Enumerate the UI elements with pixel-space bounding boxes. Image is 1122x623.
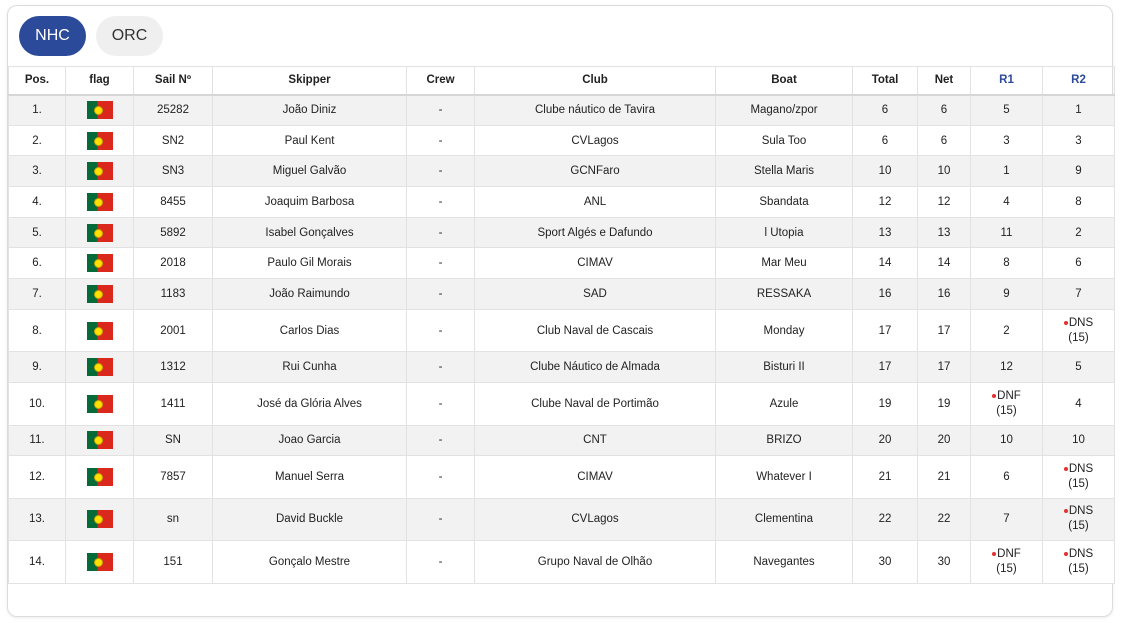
skipper-cell: Joao Garcia bbox=[213, 425, 407, 456]
crew-cell: - bbox=[407, 248, 475, 279]
table-row bbox=[9, 156, 1115, 187]
sail-number-cell: 7857 bbox=[134, 456, 213, 499]
r1-cell: 11 bbox=[971, 217, 1043, 248]
net-cell: 14 bbox=[918, 248, 971, 279]
pos-cell: 3. bbox=[9, 156, 66, 187]
skipper-cell: Manuel Serra bbox=[213, 456, 407, 499]
r1-cell: 2 bbox=[971, 309, 1043, 352]
tab-orc[interactable]: ORC bbox=[96, 16, 163, 56]
penalty-code: DNS bbox=[1068, 316, 1094, 329]
sail-number-cell: sn bbox=[134, 498, 213, 541]
r1-cell: 8 bbox=[971, 248, 1043, 279]
skipper-cell: Carlos Dias bbox=[213, 309, 407, 352]
pos-cell: 1. bbox=[9, 95, 66, 126]
boat-cell: RESSAKA bbox=[716, 279, 853, 310]
flag-cell bbox=[66, 309, 134, 352]
sail-number-cell: SN bbox=[134, 425, 213, 456]
flag-cell bbox=[66, 125, 134, 156]
boat-cell: Azule bbox=[716, 383, 853, 426]
table-row bbox=[9, 187, 1115, 218]
flag-cell bbox=[66, 352, 134, 383]
r1-cell: 9 bbox=[971, 279, 1043, 310]
club-cell: GCNFaro bbox=[475, 156, 716, 187]
boat-cell: Clementina bbox=[716, 498, 853, 541]
pos-cell: 4. bbox=[9, 187, 66, 218]
crew-cell: - bbox=[407, 156, 475, 187]
penalty-code: DNF bbox=[997, 547, 1021, 560]
skipper-cell: João Diniz bbox=[213, 95, 407, 126]
penalty-points: (15) bbox=[996, 404, 1017, 417]
flag-cell bbox=[66, 248, 134, 279]
sail-number-cell: 5892 bbox=[134, 217, 213, 248]
skipper-cell: Rui Cunha bbox=[213, 352, 407, 383]
crew-cell: - bbox=[407, 383, 475, 426]
total-cell: 6 bbox=[853, 95, 918, 126]
total-cell: 12 bbox=[853, 187, 918, 218]
pos-cell: 9. bbox=[9, 352, 66, 383]
r2-cell: 3 bbox=[1043, 125, 1115, 156]
crew-cell: - bbox=[407, 498, 475, 541]
sail-number-cell: 2001 bbox=[134, 309, 213, 352]
total-cell: 17 bbox=[853, 309, 918, 352]
boat-cell: Magano/zpor bbox=[716, 95, 853, 126]
club-cell: Clube Náutico de Almada bbox=[475, 352, 716, 383]
flag-cell bbox=[66, 425, 134, 456]
flag-cell bbox=[66, 456, 134, 499]
skipper-cell: Gonçalo Mestre bbox=[213, 541, 407, 584]
col-header-club[interactable]: Club bbox=[475, 67, 716, 95]
net-cell: 10 bbox=[918, 156, 971, 187]
club-cell: ANL bbox=[475, 187, 716, 218]
pos-cell: 10. bbox=[9, 383, 66, 426]
club-cell: CIMAV bbox=[475, 456, 716, 499]
boat-cell: Monday bbox=[716, 309, 853, 352]
table-row bbox=[9, 383, 1115, 426]
pos-cell: 12. bbox=[9, 456, 66, 499]
skipper-cell: Joaquim Barbosa bbox=[213, 187, 407, 218]
pos-cell: 11. bbox=[9, 425, 66, 456]
crew-cell: - bbox=[407, 217, 475, 248]
total-cell: 30 bbox=[853, 541, 918, 584]
net-cell: 20 bbox=[918, 425, 971, 456]
total-cell: 19 bbox=[853, 383, 918, 426]
class-tabs bbox=[19, 16, 163, 56]
table-row bbox=[9, 279, 1115, 310]
sail-number-cell: 1411 bbox=[134, 383, 213, 426]
penalty-code: DNF bbox=[997, 389, 1021, 402]
r1-cell bbox=[971, 383, 1043, 426]
net-cell: 17 bbox=[918, 352, 971, 383]
results-card bbox=[7, 5, 1113, 617]
col-header-pos[interactable]: Pos. bbox=[9, 67, 66, 95]
table-row bbox=[9, 498, 1115, 541]
boat-cell: BRIZO bbox=[716, 425, 853, 456]
portugal-flag-icon bbox=[87, 322, 113, 340]
sail-number-cell: SN3 bbox=[134, 156, 213, 187]
net-cell: 17 bbox=[918, 309, 971, 352]
col-header-r2[interactable]: R2 bbox=[1043, 67, 1115, 95]
net-cell: 19 bbox=[918, 383, 971, 426]
r2-cell: 9 bbox=[1043, 156, 1115, 187]
skipper-cell: Paulo Gil Morais bbox=[213, 248, 407, 279]
penalty-dot-icon bbox=[1064, 509, 1068, 513]
total-cell: 22 bbox=[853, 498, 918, 541]
total-cell: 14 bbox=[853, 248, 918, 279]
r1-cell: 6 bbox=[971, 456, 1043, 499]
col-header-r1[interactable]: R1 bbox=[971, 67, 1043, 95]
flag-cell bbox=[66, 95, 134, 126]
club-cell: CVLagos bbox=[475, 498, 716, 541]
pos-cell: 6. bbox=[9, 248, 66, 279]
crew-cell: - bbox=[407, 95, 475, 126]
table-row bbox=[9, 309, 1115, 352]
col-header-boat[interactable]: Boat bbox=[716, 67, 853, 95]
penalty-score bbox=[992, 389, 1021, 419]
boat-cell: Whatever I bbox=[716, 456, 853, 499]
skipper-cell: Paul Kent bbox=[213, 125, 407, 156]
crew-cell: - bbox=[407, 352, 475, 383]
sail-number-cell: 8455 bbox=[134, 187, 213, 218]
sail-number-cell: 1312 bbox=[134, 352, 213, 383]
portugal-flag-icon bbox=[87, 510, 113, 528]
portugal-flag-icon bbox=[87, 193, 113, 211]
portugal-flag-icon bbox=[87, 395, 113, 413]
penalty-dot-icon bbox=[1064, 467, 1068, 471]
penalty-points: (15) bbox=[1068, 562, 1089, 575]
table-row bbox=[9, 217, 1115, 248]
penalty-score bbox=[992, 547, 1021, 577]
portugal-flag-icon bbox=[87, 132, 113, 150]
pos-cell: 13. bbox=[9, 498, 66, 541]
col-header-total[interactable]: Total bbox=[853, 67, 918, 95]
crew-cell: - bbox=[407, 456, 475, 499]
col-header-skipper[interactable]: Skipper bbox=[213, 67, 407, 95]
boat-cell: Stella Maris bbox=[716, 156, 853, 187]
crew-cell: - bbox=[407, 425, 475, 456]
penalty-score bbox=[1064, 504, 1093, 534]
table-row bbox=[9, 425, 1115, 456]
r1-cell: 5 bbox=[971, 95, 1043, 126]
results-body bbox=[9, 95, 1115, 584]
portugal-flag-icon bbox=[87, 162, 113, 180]
sail-number-cell: 25282 bbox=[134, 95, 213, 126]
results-table bbox=[8, 66, 1115, 584]
col-header-crew[interactable]: Crew bbox=[407, 67, 475, 95]
total-cell: 10 bbox=[853, 156, 918, 187]
crew-cell: - bbox=[407, 187, 475, 218]
total-cell: 16 bbox=[853, 279, 918, 310]
boat-cell: Bisturi II bbox=[716, 352, 853, 383]
net-cell: 21 bbox=[918, 456, 971, 499]
flag-cell bbox=[66, 541, 134, 584]
r2-cell bbox=[1043, 456, 1115, 499]
r2-cell: 4 bbox=[1043, 383, 1115, 426]
boat-cell: Mar Meu bbox=[716, 248, 853, 279]
tab-nhc[interactable]: NHC bbox=[19, 16, 86, 56]
total-cell: 6 bbox=[853, 125, 918, 156]
net-cell: 6 bbox=[918, 125, 971, 156]
r2-cell: 5 bbox=[1043, 352, 1115, 383]
r1-cell: 7 bbox=[971, 498, 1043, 541]
skipper-cell: Isabel Gonçalves bbox=[213, 217, 407, 248]
club-cell: Grupo Naval de Olhão bbox=[475, 541, 716, 584]
penalty-dot-icon bbox=[1064, 321, 1068, 325]
sail-number-cell: 1183 bbox=[134, 279, 213, 310]
table-header-row bbox=[9, 67, 1115, 95]
portugal-flag-icon bbox=[87, 358, 113, 376]
pos-cell: 2. bbox=[9, 125, 66, 156]
table-row bbox=[9, 95, 1115, 126]
pos-cell: 8. bbox=[9, 309, 66, 352]
sail-number-cell: 2018 bbox=[134, 248, 213, 279]
club-cell: CNT bbox=[475, 425, 716, 456]
r1-cell: 3 bbox=[971, 125, 1043, 156]
portugal-flag-icon bbox=[87, 285, 113, 303]
col-header-sail[interactable]: Sail Nº bbox=[134, 67, 213, 95]
net-cell: 12 bbox=[918, 187, 971, 218]
r2-cell: 1 bbox=[1043, 95, 1115, 126]
flag-cell bbox=[66, 156, 134, 187]
boat-cell: l Utopia bbox=[716, 217, 853, 248]
r2-cell bbox=[1043, 498, 1115, 541]
portugal-flag-icon bbox=[87, 254, 113, 272]
crew-cell: - bbox=[407, 309, 475, 352]
club-cell: Club Naval de Cascais bbox=[475, 309, 716, 352]
boat-cell: Sula Too bbox=[716, 125, 853, 156]
club-cell: Sport Algés e Dafundo bbox=[475, 217, 716, 248]
pos-cell: 7. bbox=[9, 279, 66, 310]
penalty-score bbox=[1064, 316, 1093, 346]
r2-cell: 2 bbox=[1043, 217, 1115, 248]
club-cell: SAD bbox=[475, 279, 716, 310]
crew-cell: - bbox=[407, 279, 475, 310]
r2-cell: 10 bbox=[1043, 425, 1115, 456]
penalty-points: (15) bbox=[996, 562, 1017, 575]
table-row bbox=[9, 541, 1115, 584]
sail-number-cell: SN2 bbox=[134, 125, 213, 156]
flag-cell bbox=[66, 217, 134, 248]
penalty-score bbox=[1064, 462, 1093, 492]
crew-cell: - bbox=[407, 541, 475, 584]
r2-cell: 6 bbox=[1043, 248, 1115, 279]
club-cell: CIMAV bbox=[475, 248, 716, 279]
penalty-points: (15) bbox=[1068, 520, 1089, 533]
club-cell: Clube Naval de Portimão bbox=[475, 383, 716, 426]
skipper-cell: José da Glória Alves bbox=[213, 383, 407, 426]
penalty-code: DNS bbox=[1068, 505, 1094, 518]
portugal-flag-icon bbox=[87, 431, 113, 449]
total-cell: 20 bbox=[853, 425, 918, 456]
total-cell: 21 bbox=[853, 456, 918, 499]
r1-cell: 4 bbox=[971, 187, 1043, 218]
flag-cell bbox=[66, 279, 134, 310]
penalty-code: DNS bbox=[1068, 462, 1094, 475]
table-row bbox=[9, 248, 1115, 279]
net-cell: 22 bbox=[918, 498, 971, 541]
penalty-score bbox=[1064, 547, 1093, 577]
portugal-flag-icon bbox=[87, 224, 113, 242]
penalty-dot-icon bbox=[992, 552, 996, 556]
pos-cell: 5. bbox=[9, 217, 66, 248]
r2-cell: 8 bbox=[1043, 187, 1115, 218]
penalty-points: (15) bbox=[1068, 331, 1089, 344]
club-cell: CVLagos bbox=[475, 125, 716, 156]
portugal-flag-icon bbox=[87, 553, 113, 571]
boat-cell: Sbandata bbox=[716, 187, 853, 218]
r2-cell bbox=[1043, 541, 1115, 584]
skipper-cell: David Buckle bbox=[213, 498, 407, 541]
skipper-cell: João Raimundo bbox=[213, 279, 407, 310]
flag-cell bbox=[66, 498, 134, 541]
col-header-net[interactable]: Net bbox=[918, 67, 971, 95]
net-cell: 16 bbox=[918, 279, 971, 310]
table-row bbox=[9, 456, 1115, 499]
total-cell: 13 bbox=[853, 217, 918, 248]
penalty-dot-icon bbox=[992, 394, 996, 398]
portugal-flag-icon bbox=[87, 468, 113, 486]
r1-cell: 12 bbox=[971, 352, 1043, 383]
table-row bbox=[9, 125, 1115, 156]
pos-cell: 14. bbox=[9, 541, 66, 584]
crew-cell: - bbox=[407, 125, 475, 156]
boat-cell: Navegantes bbox=[716, 541, 853, 584]
sail-number-cell: 151 bbox=[134, 541, 213, 584]
net-cell: 6 bbox=[918, 95, 971, 126]
penalty-code: DNS bbox=[1068, 547, 1094, 560]
net-cell: 13 bbox=[918, 217, 971, 248]
penalty-points: (15) bbox=[1068, 477, 1089, 490]
col-header-flag[interactable]: flag bbox=[66, 67, 134, 95]
skipper-cell: Miguel Galvão bbox=[213, 156, 407, 187]
penalty-dot-icon bbox=[1064, 552, 1068, 556]
r2-cell: 7 bbox=[1043, 279, 1115, 310]
r2-cell bbox=[1043, 309, 1115, 352]
club-cell: Clube náutico de Tavira bbox=[475, 95, 716, 126]
r1-cell: 10 bbox=[971, 425, 1043, 456]
flag-cell bbox=[66, 187, 134, 218]
table-row bbox=[9, 352, 1115, 383]
flag-cell bbox=[66, 383, 134, 426]
net-cell: 30 bbox=[918, 541, 971, 584]
r1-cell bbox=[971, 541, 1043, 584]
r1-cell: 1 bbox=[971, 156, 1043, 187]
total-cell: 17 bbox=[853, 352, 918, 383]
portugal-flag-icon bbox=[87, 101, 113, 119]
